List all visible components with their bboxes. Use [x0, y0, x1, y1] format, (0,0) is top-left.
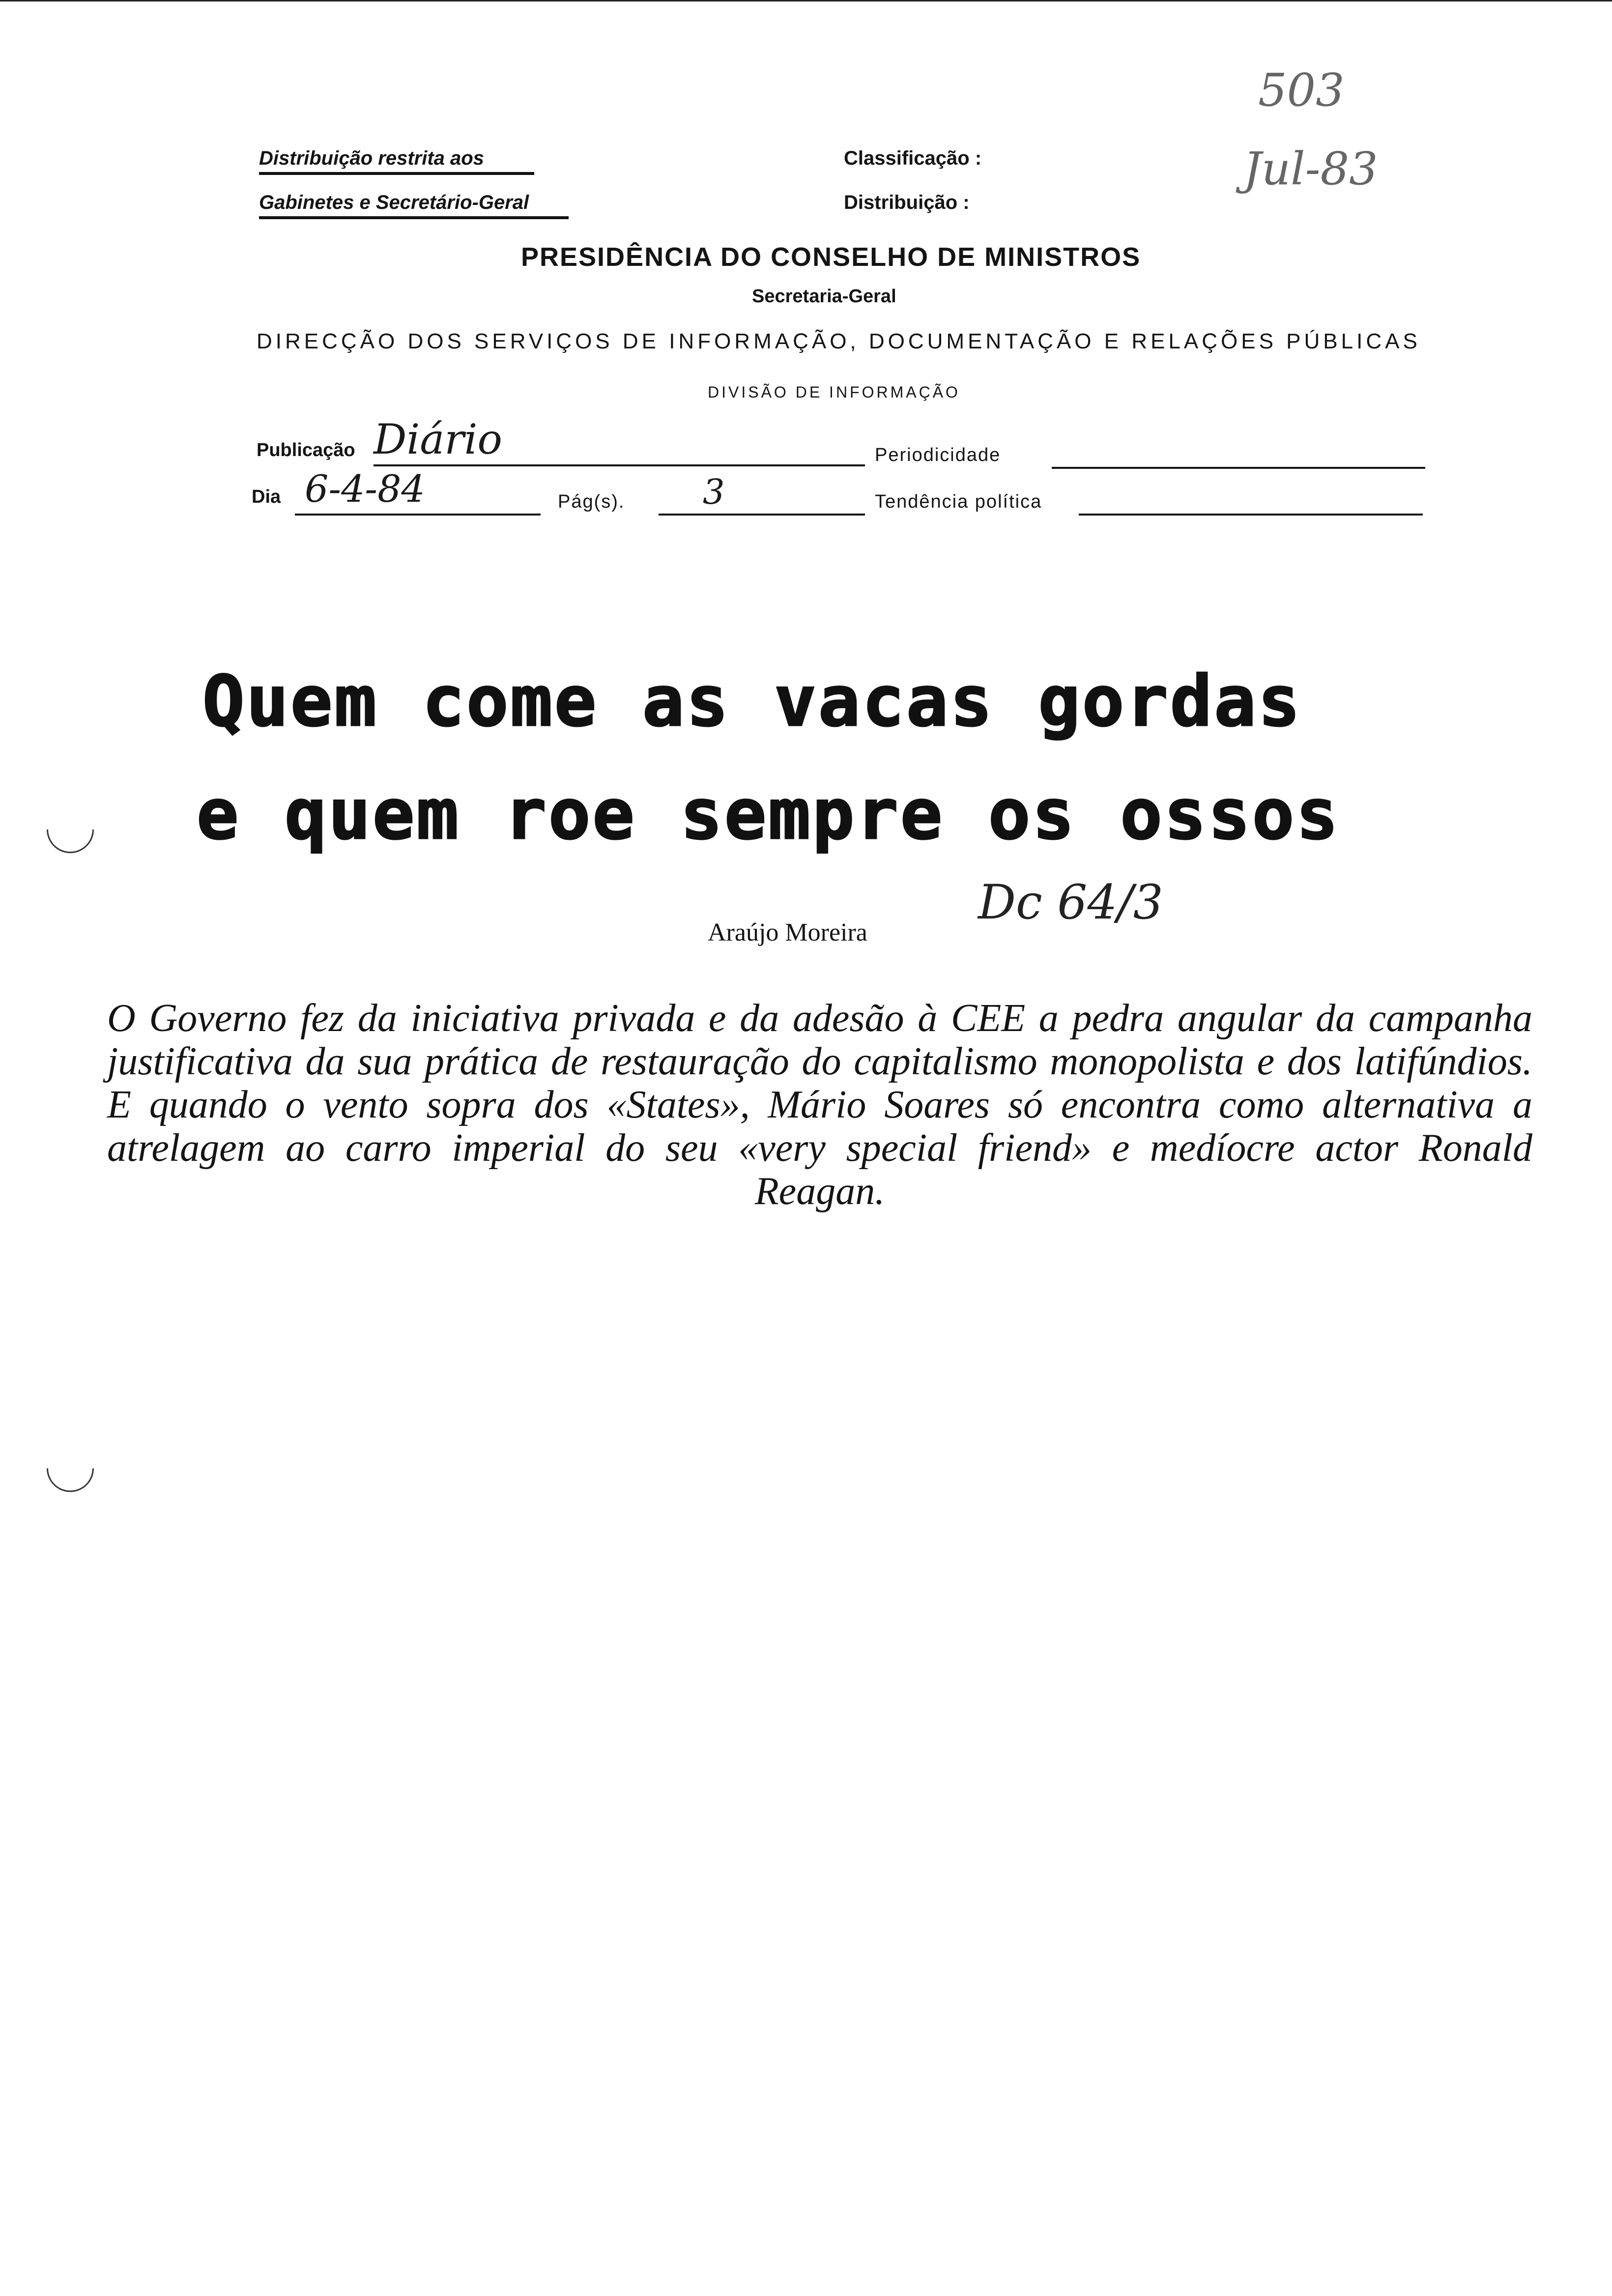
handwritten-reference: Dc 64/3: [978, 875, 1163, 930]
classificacao-label: Classificação :: [844, 147, 982, 169]
punch-hole-mark-upper: [37, 796, 104, 863]
underline-2: [259, 216, 569, 219]
distribuicao-label: Distribuição :: [844, 192, 970, 213]
tendencia-label: Tendência política: [875, 491, 1042, 512]
dia-label: Dia: [252, 487, 281, 507]
tendencia-line: [1079, 514, 1423, 516]
corner-note-1: 503: [1258, 64, 1345, 116]
publicacao-line: [374, 464, 865, 466]
pags-label: Pág(s).: [558, 491, 625, 512]
publicacao-value: Diário: [374, 415, 502, 463]
underline-1: [259, 172, 534, 175]
dia-line: [295, 514, 541, 516]
direccao-line: DIRECÇÃO DOS SERVIÇOS DE INFORMAÇÃO, DOCUMENTAÇÃO E RELAÇÕES PÚBLICAS: [257, 329, 1421, 353]
institution-title: PRESIDÊNCIA DO CONSELHO DE MINISTROS: [521, 242, 1141, 272]
periodicidade-line: [1052, 467, 1425, 469]
distribution-restriction-line2: Gabinetes e Secretário-Geral: [259, 192, 529, 213]
top-border-line: [0, 0, 1612, 1]
institution-subtitle: Secretaria-Geral: [752, 286, 896, 307]
corner-note-2: Jul-83: [1243, 143, 1378, 195]
publicacao-label: Publicação: [257, 440, 355, 460]
article-body: O Governo fez da iniciativa privada e da adesão à CEE a pedra angular da campanha justificativa da sua prática de restauração do capitalismo monopolista e dos latifúndios. E quando o vento sopra dos «States», Mário Soares só encontra como alternativa a atrelagem ao carro imperial do seu «very special friend» e medíocre actor Ronald Reagan.: [107, 997, 1532, 1213]
periodicidade-label: Periodicidade: [875, 445, 1001, 465]
divisao-line: DIVISÃO DE INFORMAÇÃO: [708, 383, 960, 401]
article-author: Araújo Moreira: [708, 918, 867, 947]
punch-hole-mark-lower: [37, 1435, 104, 1502]
headline-line1: Quem come as vacas gordas: [202, 661, 1302, 742]
pags-value: 3: [703, 472, 725, 512]
dia-value: 6-4-84: [305, 467, 425, 511]
headline-line2: e quem roe sempre os ossos: [197, 774, 1340, 855]
distribution-restriction-line1: Distribuição restrita aos: [259, 147, 484, 169]
pags-line: [659, 514, 865, 516]
